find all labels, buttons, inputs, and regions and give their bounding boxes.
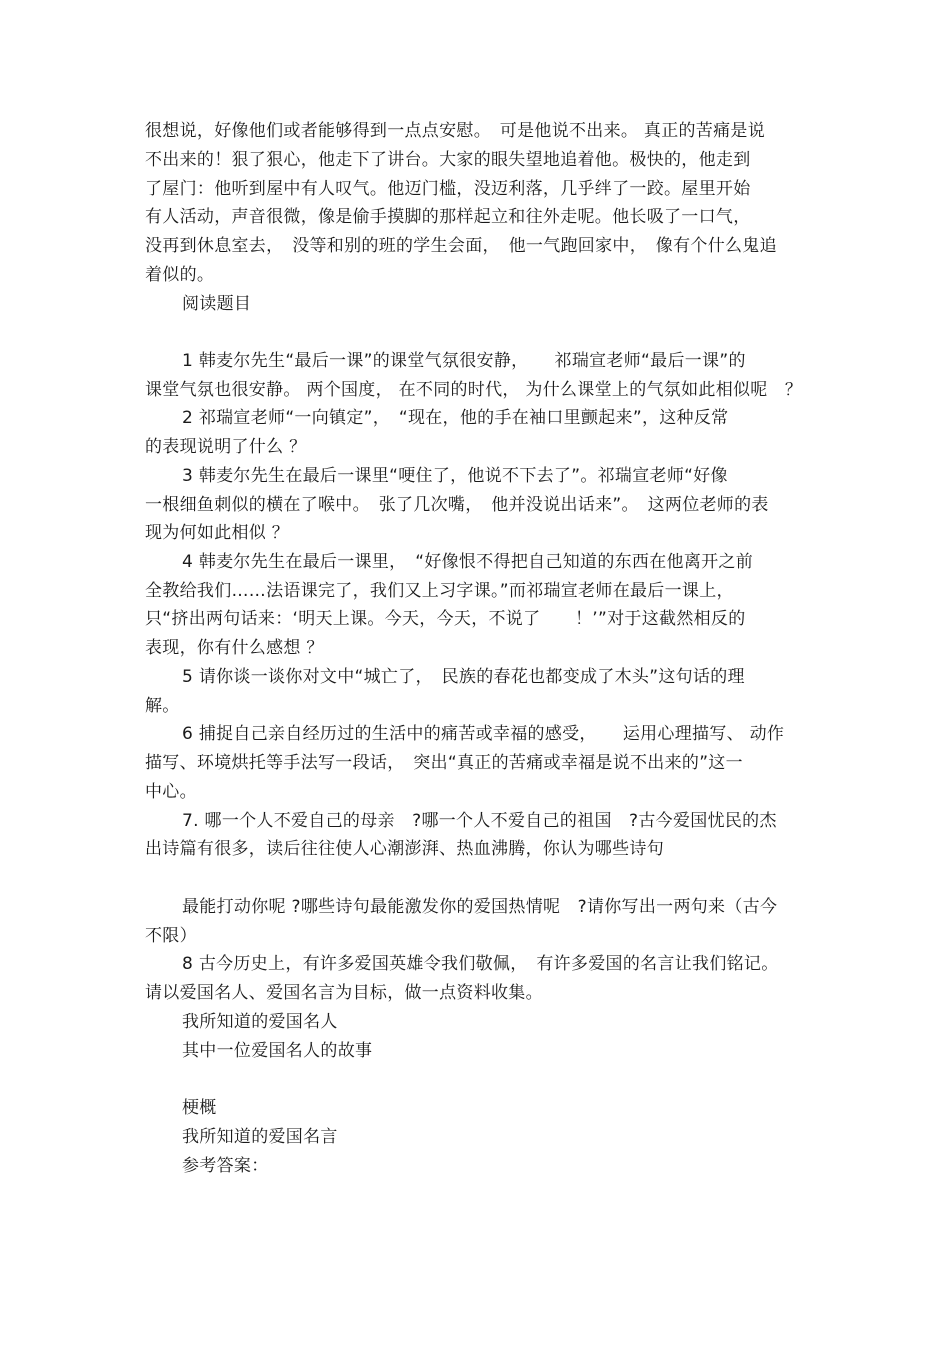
question-line: 中心。 [145, 782, 197, 802]
question-line: 出诗篇有很多，读后往往使人心潮澎湃、热血沸腾，你认为哪些诗句 [145, 839, 664, 859]
question-line: 一根细鱼刺似的横在了喉中。 张了几次嘴， 他并没说出话来”。 这两位老师的表 [145, 495, 769, 515]
question-line: 全教给我们……法语课完了，我们又上习字课。”而祁瑞宣老师在最后一课上， [145, 581, 734, 601]
body-line: 着似的。 [145, 265, 215, 285]
body-line: 了屋门：他听到屋中有人叹气。他迈门槛，没迈利落，几乎绊了一跤。屋里开始 [145, 179, 751, 199]
question-line: 8 古今历史上，有许多爱国英雄令我们敬佩， 有许多爱国的名言让我们铭记。 [182, 954, 779, 974]
worksheet-label: 其中一位爱国名人的故事 [182, 1041, 373, 1061]
body-line: 没再到休息室去， 没等和别的班的学生会面， 他一气跑回家中， 像有个什么鬼追 [145, 236, 777, 256]
body-line: 有人活动，声音很微，像是偷手摸脚的那样起立和往外走呢。他长吸了一口气， [145, 207, 751, 227]
question-line: 课堂气氛也很安静。 两个国度， 在不同的时代， 为什么课堂上的气氛如此相似呢 ？ [145, 380, 803, 400]
question-line: 不限） [145, 926, 197, 946]
question-line: 请以爱国名人、爱国名言为目标，做一点资料收集。 [145, 983, 543, 1003]
question-line: 的表现说明了什么 ？ [145, 437, 307, 457]
question-line: 3 韩麦尔先生在最后一课里“哽住了，他说不下去了”。祁瑞宣老师“好像 [182, 466, 728, 486]
answer-heading: 参考答案： [182, 1156, 269, 1176]
question-line: 2 祁瑞宣老师“一向镇定”， “现在，他的手在袖口里颤起来”，这种反常 [182, 408, 729, 428]
question-line: 1 韩麦尔先生“最后一课”的课堂气氛很安静， 祁瑞宣老师“最后一课”的 [182, 351, 746, 371]
question-line: 5 请你谈一谈你对文中“城亡了， 民族的春花也都变成了木头”这句话的理 [182, 667, 745, 687]
body-line: 很想说，好像他们或者能够得到一点点安慰。 可是他说不出来。 真正的苦痛是说 [145, 121, 766, 141]
question-line: 7. 哪一个人不爱自己的母亲 ?哪一个人不爱自己的祖国 ?古今爱国忧民的杰 [182, 811, 777, 831]
question-line: 表现，你有什么感想 ？ [145, 638, 324, 658]
worksheet-label: 我所知道的爱国名言 [182, 1127, 338, 1147]
question-line: 只“挤出两句话来：‘明天上课。今天，今天，不说了 ！’”对于这截然相反的 [145, 609, 746, 629]
worksheet-label: 我所知道的爱国名人 [182, 1012, 338, 1032]
question-line: 最能打动你呢 ?哪些诗句最能激发你的爱国热情呢 ?请你写出一两句来（古今 [182, 897, 778, 917]
question-line: 解。 [145, 696, 180, 716]
question-line: 描写、环境烘托等手法写一段话， 突出“真正的苦痛或幸福是说不出来的”这一 [145, 753, 743, 773]
body-line: 不出来的！狠了狠心，他走下了讲台。大家的眼失望地追着他。极快的，他走到 [145, 150, 751, 170]
question-line: 现为何如此相似 ？ [145, 523, 290, 543]
worksheet-label: 梗概 [182, 1098, 217, 1118]
question-line: 6 捕捉自己亲自经历过的生活中的痛苦或幸福的感受， 运用心理描写、 动作 [182, 724, 785, 744]
question-line: 4 韩麦尔先生在最后一课里， “好像恨不得把自己知道的东西在他离开之前 [182, 552, 754, 572]
section-heading: 阅读题目 [182, 294, 252, 314]
